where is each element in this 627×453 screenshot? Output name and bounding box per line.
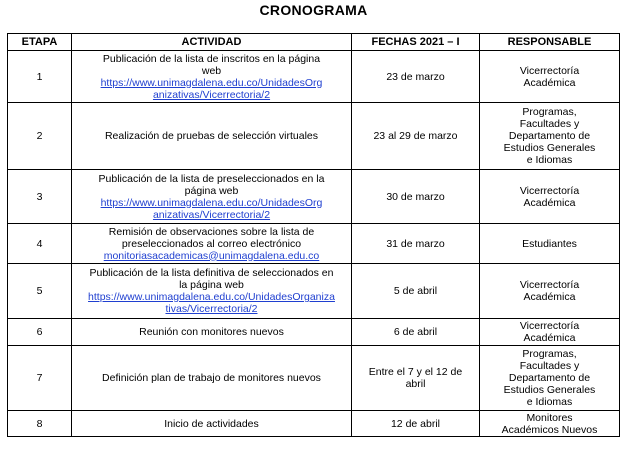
responsable-cell (480, 411, 620, 437)
etapa-cell: 4 (8, 224, 72, 264)
fecha-text: 23 de marzo (386, 70, 445, 83)
fecha-cell (352, 170, 480, 224)
schedule-table (7, 33, 620, 437)
actividad-text: Inicio de actividades (164, 417, 259, 430)
actividad-text: Publicación de la lista de inscritos en la página (102, 52, 321, 65)
actividad-text: preseleccionados al correo electrónico (121, 237, 302, 250)
fecha-cell (352, 411, 480, 437)
fecha-text: 30 de marzo (386, 190, 445, 203)
fecha-text: 5 de abril (393, 285, 438, 297)
fecha-cell (352, 51, 480, 103)
responsable-text: Académica (523, 332, 576, 344)
fecha-text: Entre el 7 y el 12 de (368, 366, 463, 378)
fecha-text: 6 de abril (393, 326, 438, 338)
responsable-text: Académica (523, 196, 576, 209)
responsable-text: Estudios Generales (503, 142, 596, 154)
responsable-text: Programas, (522, 106, 577, 118)
table-row (8, 411, 620, 437)
fecha-cell (352, 264, 480, 319)
responsable-cell (480, 319, 620, 346)
responsable-cell (480, 264, 620, 319)
actividad-text: página web (184, 184, 239, 197)
etapa-cell: 1 (8, 51, 72, 103)
responsable-text: Vicerrectoría (519, 320, 580, 332)
actividad-text: Publicación de la lista de preseleccionados en la (98, 172, 325, 185)
table-row (8, 264, 620, 319)
responsable-text: Estudiantes (522, 237, 577, 250)
responsable-cell (480, 103, 620, 170)
actividad-cell (72, 103, 352, 170)
responsable-text: Académicos Nuevos (501, 423, 598, 436)
actividad-cell (72, 411, 352, 437)
page-title: CRONOGRAMA (259, 2, 368, 18)
responsable-text: Académica (523, 291, 576, 303)
responsable-cell (480, 170, 620, 224)
activity-link[interactable]: anizativas/Vicerrectoria/2 (152, 88, 271, 101)
table-row (8, 224, 620, 264)
actividad-cell (72, 51, 352, 103)
etapa-cell: 5 (8, 264, 72, 319)
table-body (8, 51, 620, 437)
fecha-text: 12 de abril (390, 417, 441, 430)
fecha-cell (352, 319, 480, 346)
responsable-text: Facultades y (519, 118, 580, 130)
responsable-text: e Idiomas (526, 154, 573, 166)
actividad-cell (72, 319, 352, 346)
actividad-text: Reunión con monitores nuevos (139, 326, 284, 338)
responsable-text: Vicerrectoría (519, 184, 580, 197)
actividad-text: Realización de pruebas de selección virtuales (104, 130, 319, 142)
header-responsable: RESPONSABLE (480, 34, 620, 51)
responsable-text: Vicerrectoría (519, 64, 580, 77)
responsable-text: Programas, (522, 348, 577, 360)
header-actividad: ACTIVIDAD (72, 34, 352, 51)
actividad-text: Remisión de observaciones sobre la lista de (108, 225, 315, 238)
table-row (8, 170, 620, 224)
etapa-cell: 2 (8, 103, 72, 170)
etapa-cell: 7 (8, 346, 72, 411)
responsable-text: e Idiomas (526, 396, 573, 408)
responsable-text: Departamento de (508, 130, 591, 142)
activity-link[interactable]: https://www.unimagdalena.edu.co/UnidadesOrg (100, 76, 323, 89)
actividad-cell (72, 264, 352, 319)
fecha-cell (352, 346, 480, 411)
fecha-text: abril (405, 378, 426, 390)
actividad-cell (72, 170, 352, 224)
responsable-text: Facultades y (519, 360, 580, 372)
actividad-cell (72, 346, 352, 411)
actividad-text: Definición plan de trabajo de monitores nuevos (102, 372, 321, 384)
activity-link[interactable]: anizativas/Vicerrectoria/2 (152, 208, 271, 221)
responsable-text: Estudios Generales (503, 384, 596, 396)
table-row (8, 103, 620, 170)
table-row (8, 346, 620, 411)
activity-link[interactable]: https://www.unimagdalena.edu.co/UnidadesOrganiza (88, 291, 335, 303)
responsable-cell (480, 224, 620, 264)
table-row (8, 51, 620, 103)
table-header-row (8, 34, 620, 51)
fecha-cell (352, 224, 480, 264)
actividad-text: Publicación de la lista definitiva de seleccionados en (89, 267, 334, 279)
etapa-cell: 8 (8, 411, 72, 437)
actividad-text: web (201, 64, 222, 77)
responsable-text: Vicerrectoría (519, 279, 580, 291)
activity-link[interactable]: https://www.unimagdalena.edu.co/UnidadesOrg (100, 196, 323, 209)
etapa-cell: 6 (8, 319, 72, 346)
activity-link[interactable]: tivas/Vicerrectoria/2 (165, 303, 258, 315)
fecha-text: 31 de marzo (386, 237, 445, 250)
responsable-text: Monitores (526, 411, 573, 424)
table-row (8, 319, 620, 346)
actividad-text: la página web (179, 279, 244, 291)
responsable-text: Académica (523, 76, 576, 89)
etapa-cell: 3 (8, 170, 72, 224)
actividad-cell (72, 224, 352, 264)
responsable-cell (480, 51, 620, 103)
header-fechas: FECHAS 2021 – I (352, 34, 480, 51)
fecha-text: 23 al 29 de marzo (373, 130, 458, 142)
activity-link[interactable]: monitoriasacademicas@unimagdalena.edu.co (103, 249, 320, 262)
header-etapa: ETAPA (8, 34, 72, 51)
responsable-text: Departamento de (508, 372, 591, 384)
responsable-cell (480, 346, 620, 411)
fecha-cell (352, 103, 480, 170)
